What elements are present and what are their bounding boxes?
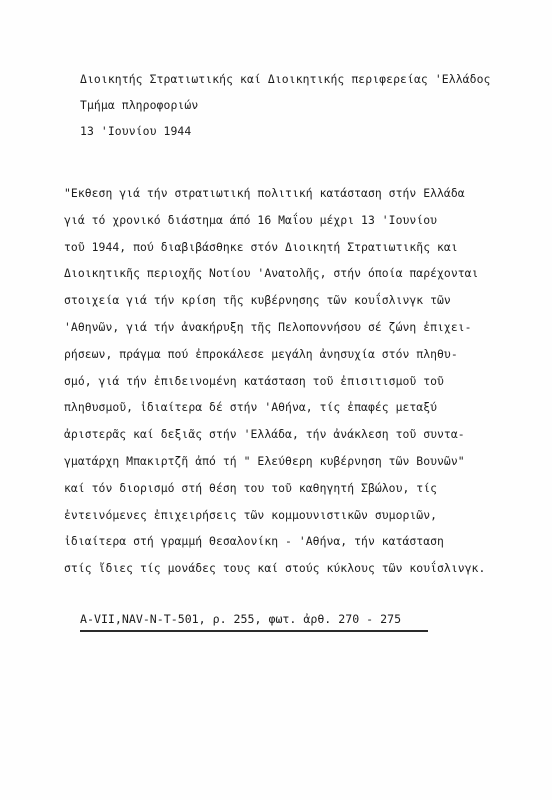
body-line: ἰδιαίτερα στή γραμμή Θεσαλονίκη - 'Αθήνα, τήν κατάσταση xyxy=(64,534,444,549)
archive-reference: A-VII,NAV-N-T-501, ρ. 255, φωτ. ἀρθ. 270 - 275 xyxy=(80,612,402,626)
body-line: ἐντεινόμενες ἐπιχειρήσεις τῶν κομμουνιστικῶν συμοριῶν, xyxy=(64,507,438,522)
body-line: ρήσεων, πράγμα πού ἐπροκάλεσε μεγάλη ἀνησυχία στόν πληθυ- xyxy=(64,346,458,361)
header-date-line: 13 'Ιουνίου 1944 xyxy=(80,124,192,138)
reference-underline xyxy=(80,630,428,632)
report-summary-paragraph xyxy=(64,180,550,582)
body-line: στοιχεία γιά τήν κρίση τῆς κυβέρνησης τῶν κουΐσλινγκ τῶν xyxy=(64,293,451,308)
document-header xyxy=(80,66,540,144)
body-line: τοῦ 1944, πού διαβιβάσθηκε στόν Διοικητή Στρατιωτικῆς και xyxy=(64,239,458,254)
body-line: πληθυσμοῦ, ἰδιαίτερα δέ στήν 'Αθήνα, τίς ἐπαφές μεταξύ xyxy=(64,400,438,415)
header-authority-line: Διοικητής Στρατιωτικής καί Διοικητικής περιφερείας 'Ελλάδος xyxy=(80,72,491,86)
body-line: σμό, γιά τήν ἐπιδεινομένη κατάσταση τοῦ ἐπισιτισμοῦ τοῦ xyxy=(64,373,444,388)
body-line: στίς ἴδιες τίς μονάδες τους καί στούς κύκλους τῶν κουΐσλινγκ. xyxy=(64,561,486,576)
body-line: 'Αθηνῶν, γιά τήν ἀνακήρυξη τῆς Πελοποννήσου σέ ζώνη ἐπιχει- xyxy=(64,319,472,334)
body-line: γματάρχη Μπακιρτζῆ ἀπό τή " Ελεύθερη κυβέρνηση τῶν Βουνῶν" xyxy=(64,453,465,468)
header-department-line: Τμήμα πληροφοριών xyxy=(80,98,199,112)
body-line: γιά τό χρονικό διάστημα άπό 16 Μαΐου μέχρι 13 'Ιουνίου xyxy=(64,212,438,227)
body-line: καί τόν διορισμό στή θέση του τοῦ καθηγητή Σβώλου, τίς xyxy=(64,480,438,495)
body-line: "Εκθεση γιά τήν στρατιωτική πολιτική κατάσταση στήν Ελλάδα xyxy=(64,186,465,200)
body-line: Διοικητικῆς περιοχῆς Νοτίου 'Ανατολῆς, στήν όποία παρέχονται xyxy=(64,266,479,281)
body-line: ἀριστερᾶς καί δεξιᾶς στήν 'Ελλάδα, τήν ἀνάκλεση τοῦ συντα- xyxy=(64,427,465,442)
